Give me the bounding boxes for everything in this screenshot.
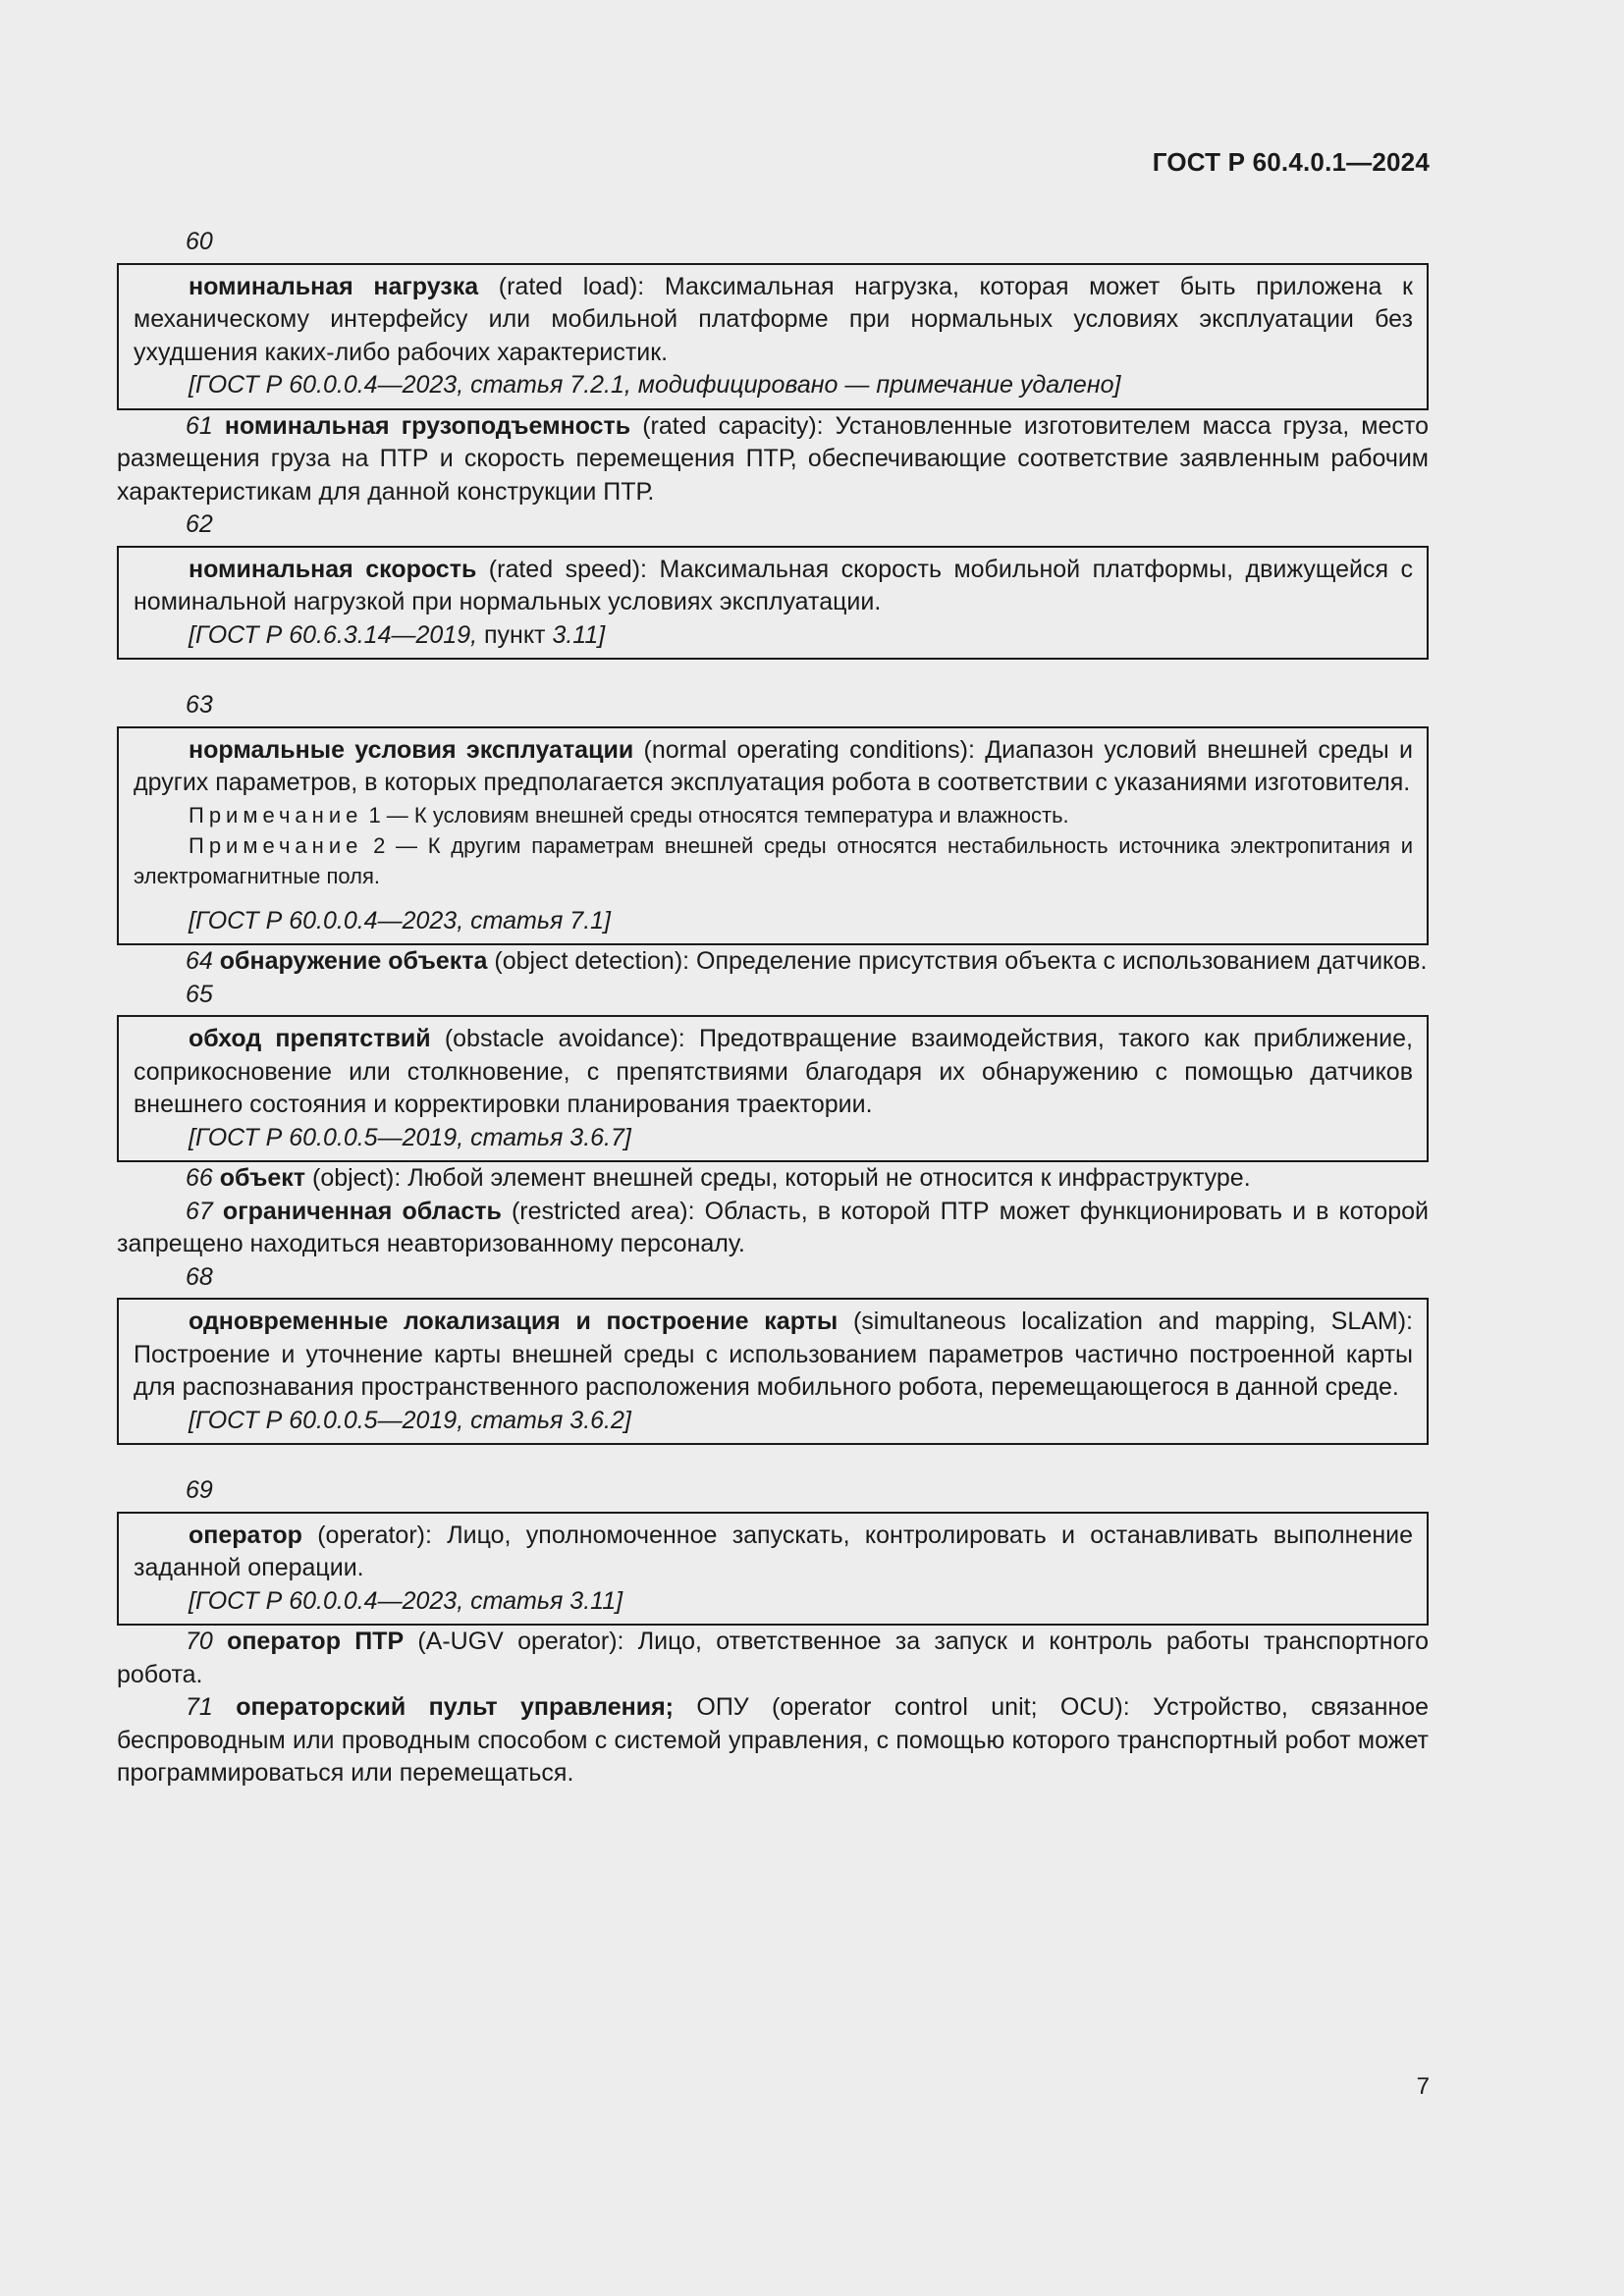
definition-paragraph	[134, 271, 1413, 370]
term: оператор ПТР	[227, 1628, 405, 1655]
term: одновременные локализация и построение карты	[189, 1308, 839, 1335]
definition-paragraph	[117, 1196, 1429, 1261]
document-header: ГОСТ Р 60.4.0.1—2024	[1152, 147, 1430, 177]
definition-paragraph	[117, 1162, 1429, 1196]
term: нормальные условия эксплуатации	[189, 735, 634, 764]
term: операторский пульт управления;	[236, 1693, 675, 1721]
definition-text: (restricted area): Область, в которой ПТР может функционировать и в которой запрещено находиться неавторизованному персоналу.	[117, 1197, 1429, 1257]
entry-number: 69	[186, 1476, 213, 1504]
definition-paragraph	[117, 1691, 1429, 1790]
definition-text: ОПУ (operator control unit; OCU): Устройство, связанное беспроводным или проводным способом с системой управления, с помощью которого транспортный робот может программироваться или перемещаться.	[117, 1693, 1429, 1787]
source-reference: [ГОСТ Р 60.0.0.5—2019, статья 3.6.2]	[189, 1406, 631, 1434]
entry-number: 60	[186, 228, 213, 255]
definition-text: (rated load): Максимальная нагрузка, которая может быть приложена к механическому интерфейсу или мобильной платформе при нормальных условиях эксплуатации без ухудшения каких-либо рабочих характеристик.	[134, 272, 1413, 366]
definition-box	[117, 546, 1429, 661]
definition-text: (normal operating conditions): Диапазон условий внешней среды и других параметров, в которых предполагается эксплуатация робота в соответствии с указаниями изготовителя.	[134, 735, 1413, 796]
note-2	[134, 830, 1413, 891]
entry-number: 68	[186, 1262, 213, 1291]
definition-paragraph	[134, 734, 1413, 800]
definition-paragraph	[117, 1626, 1429, 1691]
entry-number: 66	[186, 1164, 213, 1192]
entry-number: 62	[186, 510, 213, 538]
source-reference: [ГОСТ Р 60.6.3.14—2019, пункт 3.11]	[189, 620, 606, 649]
note-label: Примечание	[189, 832, 363, 858]
source-reference: [ГОСТ Р 60.0.0.4—2023, статья 7.1]	[189, 906, 612, 934]
definition-paragraph	[134, 1520, 1413, 1585]
term: обнаружение объекта	[219, 947, 488, 975]
definition-text: (rated capacity): Установленные изготовителем масса груза, место размещения груза на ПТР и скорость перемещения ПТР, обеспечивающие соответствие заявленным рабочим характеристикам для данной конструкции ПТР.	[117, 411, 1429, 506]
source-reference: [ГОСТ Р 60.0.0.5—2019, статья 3.6.7]	[189, 1123, 631, 1151]
term: обход препятствий	[189, 1025, 431, 1052]
entry-number: 61	[186, 411, 213, 440]
definition-box	[117, 726, 1429, 946]
definition-box	[117, 1298, 1429, 1445]
note-1	[134, 800, 1413, 830]
definition-paragraph	[117, 945, 1429, 979]
term: номинальная нагрузка	[189, 272, 479, 300]
term: номинальная скорость	[189, 555, 477, 583]
definition-text: (operator): Лицо, уполномоченное запускать, контролировать и останавливать выполнение заданной операции.	[134, 1521, 1413, 1581]
term: ограниченная область	[222, 1197, 502, 1225]
definition-paragraph	[117, 410, 1429, 509]
entry-number: 70	[186, 1628, 213, 1655]
note-text: 1 — К условиям внешней среды относятся температура и влажность.	[362, 802, 1069, 828]
source-reference: [ГОСТ Р 60.0.0.4—2023, статья 7.2.1, модифицировано — примечание удалено]	[189, 371, 1121, 399]
definition-paragraph	[134, 1306, 1413, 1405]
definition-box	[117, 1512, 1429, 1627]
definition-box	[117, 263, 1429, 410]
term: объект	[219, 1164, 306, 1192]
note-text: 2 — К другим параметрам внешней среды относятся нестабильность источника электропитания и электромагнитные поля.	[134, 832, 1413, 888]
entry-number: 65	[186, 980, 213, 1008]
source-reference: [ГОСТ Р 60.0.0.4—2023, статья 3.11]	[189, 1586, 623, 1615]
entry-number: 67	[186, 1197, 213, 1225]
note-label: Примечание	[189, 802, 363, 828]
entry-number: 64	[186, 947, 213, 975]
definition-text: (object): Любой элемент внешней среды, который не относится к инфраструктуре.	[305, 1164, 1251, 1192]
definition-text: (object detection): Определение присутствия объекта с использованием датчиков.	[487, 947, 1428, 975]
definition-text: (rated speed): Максимальная скорость мобильной платформы, движущейся с номинальной нагрузкой при нормальных условиях эксплуатации.	[134, 555, 1414, 615]
entry-number: 71	[186, 1693, 213, 1721]
page-number: 7	[1416, 2073, 1430, 2100]
definition-text: (obstacle avoidance): Предотвращение взаимодействия, такого как приближение, соприкосновение или столкновение, с препятствиями благодаря их обнаружению с помощью датчиков внешнего состояния и корректировки планирования траектории.	[134, 1025, 1413, 1118]
term: номинальная грузоподъемность	[224, 411, 631, 440]
definition-paragraph	[134, 1023, 1413, 1122]
definition-text: (simultaneous localization and mapping, SLAM): Построение и уточнение карты внешней среды с использованием параметров частично построенной карты для распознавания пространственного расположения мобильного робота, перемещающегося в данной среде.	[134, 1308, 1413, 1401]
page-content	[117, 226, 1429, 1790]
definition-box	[117, 1015, 1429, 1162]
entry-number: 63	[186, 691, 213, 719]
definition-paragraph	[134, 554, 1413, 619]
term: оператор	[189, 1521, 302, 1549]
definition-text: (A-UGV operator): Лицо, ответственное за запуск и контроль работы транспортного робота.	[117, 1628, 1429, 1688]
